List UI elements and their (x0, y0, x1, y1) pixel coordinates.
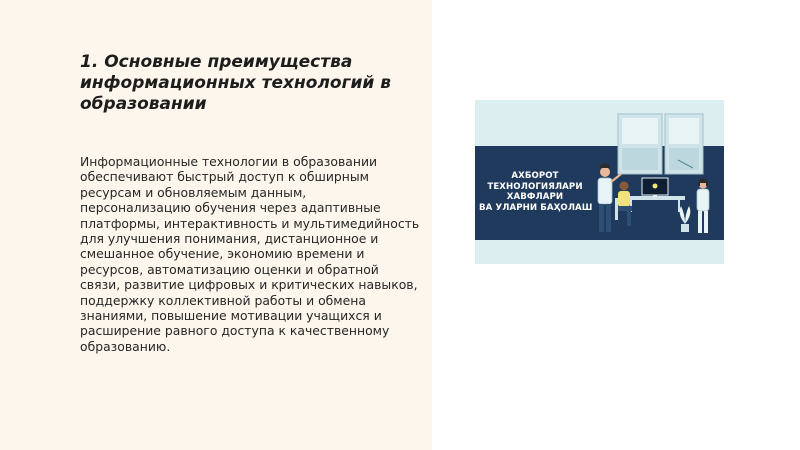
window-panels (618, 114, 703, 174)
banner-line-1: АХБОРОТ (511, 171, 559, 181)
monitor (642, 178, 668, 197)
slide-title: 1. Основные преимущества информационных технологий в образовании (80, 52, 391, 114)
illustration-image (475, 100, 724, 264)
banner-line-3: ХАВФЛАРИ (506, 192, 564, 202)
banner-text (479, 171, 591, 213)
slide-body-text: Информационные технологии в образовании обеспечивают быстрый доступ к обширным ресурсам и обновляемым данным, персонализацию обучения через адаптивные платформы, интерактивность и мультимедийность для улучшения понимания, дистанционное и смешанное обучение, экономию времени и ресурсов, автоматизацию оценки и обратной связи, развитие цифровых и критических навыков, поддержку коллективной работы и обмена знаниями, повышение мотивации учащихся и расширение равного доступа к качественному образованию. (80, 154, 420, 354)
banner-line-2: ТЕХНОЛОГИЯЛАРИ (487, 181, 583, 192)
banner-line-4: ВА УЛАРНИ БАҲОЛАШ (479, 202, 593, 213)
